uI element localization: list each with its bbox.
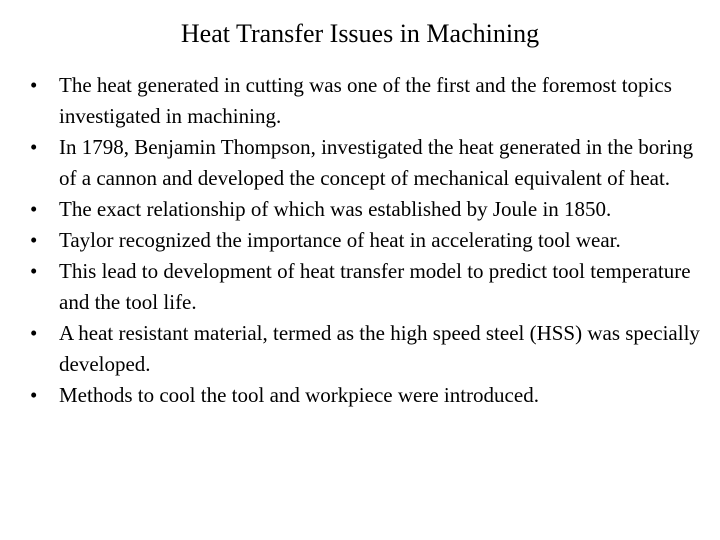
bullet-icon: • xyxy=(30,383,38,407)
bullet-icon: • xyxy=(30,321,38,345)
bullet-item xyxy=(30,256,700,318)
bullet-text: Taylor recognized the importance of heat in accelerating tool wear. xyxy=(59,228,621,252)
bullet-text: This lead to development of heat transfer model to predict tool temperature and the tool life. xyxy=(59,259,691,314)
bullet-item xyxy=(30,318,700,380)
bullet-text: Methods to cool the tool and workpiece were introduced. xyxy=(59,383,539,407)
bullet-icon: • xyxy=(30,197,38,221)
bullet-item xyxy=(30,194,700,225)
bullet-icon: • xyxy=(30,73,38,97)
bullet-text: A heat resistant material, termed as the high speed steel (HSS) was specially developed. xyxy=(59,321,700,376)
bullet-item xyxy=(30,225,700,256)
bullet-icon: • xyxy=(30,259,38,283)
bullet-item xyxy=(30,70,700,132)
bullet-item xyxy=(30,132,700,194)
bullet-icon: • xyxy=(30,228,38,252)
bullet-text: The exact relationship of which was established by Joule in 1850. xyxy=(59,197,612,221)
bullet-text: In 1798, Benjamin Thompson, investigated the heat generated in the boring of a cannon and developed the concept of mechanical equivalent of heat. xyxy=(59,135,694,190)
bullet-text: The heat generated in cutting was one of the first and the foremost topics investigated in machining. xyxy=(59,73,672,128)
bullet-item xyxy=(30,380,700,411)
bullet-icon: • xyxy=(30,135,38,159)
bullet-list xyxy=(30,70,700,411)
slide-title: Heat Transfer Issues in Machining xyxy=(180,19,540,48)
